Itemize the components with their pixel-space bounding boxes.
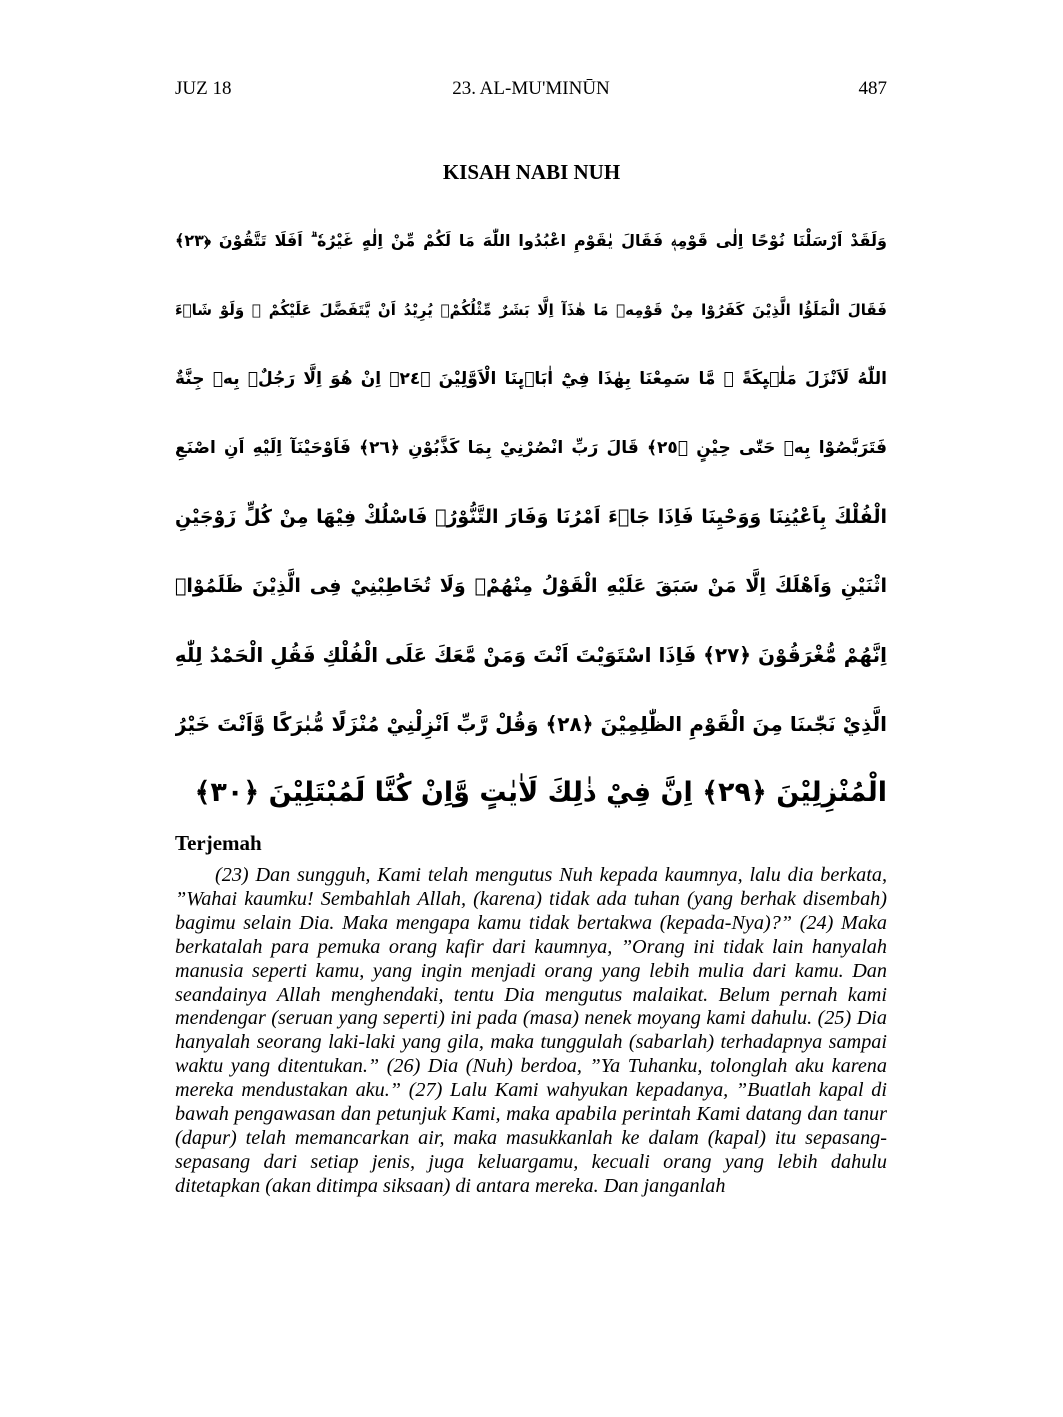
page-header	[175, 78, 887, 102]
arabic-line-6: اثْنَيْنِ وَاَهْلَكَ اِلَّا مَنْ سَبَقَ عَلَيْهِ الْقَوْلُ مِنْهُمْۚ وَلَا تُخَاطِبْنِيْ فِى الَّذِيْنَ ظَلَمُوْاۚ	[175, 575, 887, 597]
juz-label: JUZ 18	[175, 78, 232, 99]
arabic-line-4: فَتَرَبَّصُوْا بِهٖ حَتّٰى حِيْنٍ ﴿٢٥﴾ قَالَ رَبِّ انْصُرْنِيْ بِمَا كَذَّبُوْنِ ﴿٢٦﴾ فَاَوْحَيْنَآ اِلَيْهِ اَنِ اصْنَعِ	[175, 438, 887, 458]
surah-title: 23. AL-MU'MINŪN	[452, 78, 610, 99]
arabic-line-5: الْفُلْكَ بِاَعْيُنِنَا وَوَحْيِنَا فَاِذَا جَاۤءَ اَمْرُنَا وَفَارَ التَّنُّوْرُۙ فَاسْلُكْ فِيْهَا مِنْ كُلٍّ زَوْجَيْنِ	[175, 506, 887, 528]
arabic-line-1: وَلَقَدْ اَرْسَلْنَا نُوْحًا اِلٰى قَوْمِهٖ فَقَالَ يٰقَوْمِ اعْبُدُوا اللّٰهَ مَا لَكُمْ مِّنْ اِلٰهٍ غَيْرُهٗ ۗ اَفَلَا تَتَّقُوْنَ ﴿٢٣﴾	[175, 231, 887, 250]
arabic-line-9: الْمُنْزِلِيْنَ ﴿٢٩﴾ اِنَّ فِيْ ذٰلِكَ لَاٰيٰتٍ وَّاِنْ كُنَّا لَمُبْتَلِيْنَ ﴿٣٠﴾	[194, 777, 887, 808]
arabic-line-8: الَّذِيْ نَجّٰىنَا مِنَ الْقَوْمِ الظّٰلِمِيْنَ ﴿٢٨﴾ وَقُلْ رَّبِّ اَنْزِلْنِيْ مُنْزَلًا مُّبٰرَكًا وَّاَنْتَ خَيْرُ	[175, 712, 887, 736]
arabic-line-2: فَقَالَ الْمَلَؤُا الَّذِيْنَ كَفَرُوْا مِنْ قَوْمِهٖ مَا هٰذَآ اِلَّا بَشَرٌ مِّثْلُكُمْۙ يُرِيْدُ اَنْ يَّتَفَضَّلَ عَلَيْكُمْ ۗ وَلَوْ شَاۤءَ	[175, 301, 887, 319]
translation-heading: Terjemah	[175, 831, 262, 855]
arabic-line-7: اِنَّهُمْ مُّغْرَقُوْنَ ﴿٢٧﴾ فَاِذَا اسْتَوَيْتَ اَنْتَ وَمَنْ مَّعَكَ عَلَى الْفُلْكِ فَقُلِ الْحَمْدُ لِلّٰهِ	[175, 643, 887, 667]
translation-text: (23) Dan sungguh, Kami telah mengutus Nuh kepada kaumnya, lalu dia berkata, ”Wahai kaumku! Sembahlah Allah, (karena) tidak ada tuhan (yang berhak disembah) bagimu selain Dia. Maka mengapa kamu tidak bertakwa (kepada-Nya)?” (24) Maka berkatalah para pemuka orang kafir dari kaumnya, ”Orang ini tidak lain hanyalah manusia seperti kamu, yang ingin menjadi orang yang lebih mulia dari kamu. Dan seandainya Allah menghendaki, tentu Dia mengutus malaikat. Belum pernah kami mendengar (seruan yang seperti) ini pada (masa) nenek moyang kami dahulu. (25) Dia hanyalah seorang laki-laki yang gila, maka tunggulah (sabarlah) terhadapnya sampai waktu yang ditentukan.” (26) Dia (Nuh) berdoa, ”Ya Tuhanku, tolonglah aku karena mereka mendustakan aku.” (27) Lalu Kami wahyukan kepadanya, ”Buatlah kapal di bawah pengawasan dan petunjuk Kami, maka apabila perintah Kami datang dan tanur (dapur) telah memancarkan air, maka masukkanlah ke dalam (kapal) itu sepasang-sepasang dari setiap jenis, juga keluargamu, kecuali orang yang lebih dahulu ditetapkan (akan ditimpa siksaan) di antara mereka. Dan janganlah	[175, 864, 887, 1197]
section-title: KISAH NABI NUH	[442, 160, 621, 184]
page-number: 487	[858, 78, 887, 99]
arabic-verses	[175, 208, 887, 830]
arabic-line-3: اللّٰهُ لَاَنْزَلَ مَلٰۤىِٕكَةً ۖ مَّا سَمِعْنَا بِهٰذَا فِيْٓ اٰبَاۤىِٕنَا الْاَوَّلِيْنَ ﴿٢٤﴾ اِنْ هُوَ اِلَّا رَجُلٌۢ بِهٖ جِنَّةٌ	[175, 369, 887, 389]
